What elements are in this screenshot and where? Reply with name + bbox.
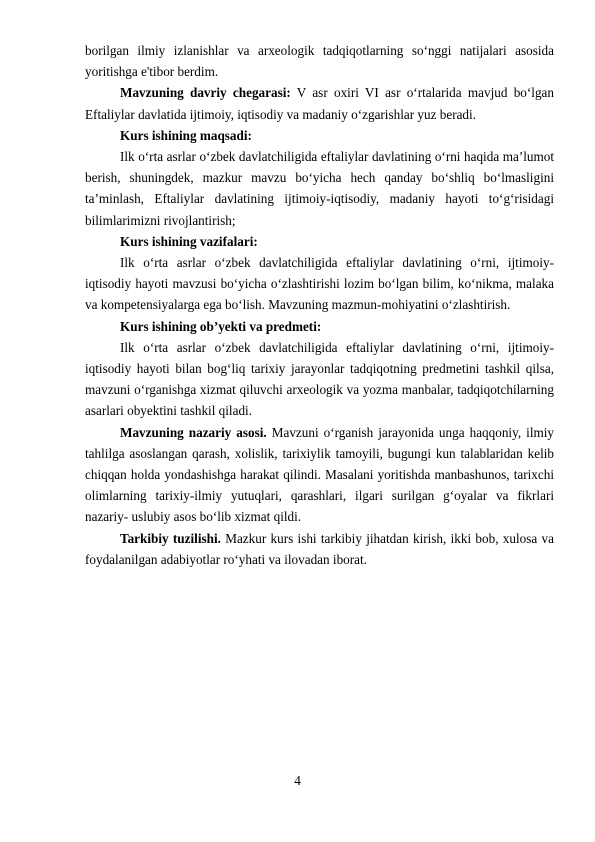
paragraph-text: borilgan ilmiy izlanishlar va arxeologik tadqiqotlarning so‘nggi natijalari asosida yoritishga e'tibor berdim. <box>85 43 554 80</box>
paragraph-text: Ilk o‘rta asrlar o‘zbek davlatchiligida eftaliylar davlatining o‘rni haqida ma’lumot berish, shuningdek, mazkur mavzu bo‘yicha hech qanday bo‘shliq bo‘lmasligini ta’minlash, Eftaliylar davlatining ijtimoiy-iqtisodiy, madaniy hayoti to‘g‘risidagi bilimlarimizni rivojlantirish; <box>85 149 554 228</box>
page-number: 4 <box>294 773 301 788</box>
paragraph-text: Mazkur kurs ishi tarkibiy jihatdan kirish, ikki bob, xulosa va foydalanilgan adabiyotlar ro‘yhati va ilovadan iborat. <box>85 530 554 567</box>
paragraph-text: Mavzuni o‘rganish jarayonida unga haqqoniy, ilmiy tahlilga asoslangan qarash, xolislik, tarixiylik tamoyili, bugungi kun talablaridan kelib chiqqan holda yondashishga harakat qilindi. Masalani yoritishda manbashunos, tarixchi olimlarning tarixiy-ilmiy yutuqlari, qarashlari, ilgari surilgan g‘oyalar va fikrlari nazariy- uslubiy asos bo‘lib xizmat qildi. <box>85 424 554 525</box>
heading-object-subject: Kurs ishining ob’yekti va predmeti: <box>120 318 322 334</box>
paragraph-lead: Mavzuning nazariy asosi. <box>120 424 267 440</box>
paragraph-text: Ilk o‘rta asrlar o‘zbek davlatchiligida eftaliylar davlatining o‘rni, ijtimoiy-iqtisodiy hayoti mavzusi bo‘yicha o‘zlashtirishi lozim bo‘lgan bilim, ko‘nikma, malaka va kompetensiyalarga ega bo‘lish. Mavzuning mazmun-mohiyatini o‘zlashtirish. <box>85 255 554 313</box>
document-body <box>85 40 554 570</box>
paragraph-chronological-scope <box>85 82 554 124</box>
paragraph-text: V asr oxiri VI asr o‘rtalarida mavjud bo‘lgan Eftaliylar davlatida ijtimoiy, iqtisodiy va madaniy o‘zgarishlar yuz beradi. <box>85 85 554 122</box>
paragraph-object-subject <box>85 337 554 422</box>
heading-tasks: Kurs ishining vazifalari: <box>120 233 258 249</box>
paragraph-text: Ilk o‘rta asrlar o‘zbek davlatchiligida eftaliylar davlatining o‘rni, ijtimoiy-iqtisodiy hayoti bilan bog‘liq tarixiy jarayonlar tadqiqotning predmetini tashkil qilsa, mavzuni o‘rganishga xizmat qiluvchi arxeologik va yozma manbalar, tadqiqotchilarning asarlari obyektini tashkil qiladi. <box>85 339 554 419</box>
paragraph-lead: Tarkibiy tuzilishi. <box>120 530 221 546</box>
paragraph-theoretical-basis <box>85 422 554 528</box>
paragraph-structure <box>85 528 554 570</box>
heading-aim: Kurs ishining maqsadi: <box>120 127 252 143</box>
paragraph-tasks <box>85 252 554 316</box>
paragraph-lead: Mavzuning davriy chegarasi: <box>120 85 291 101</box>
paragraph-intro-continuation <box>85 40 554 82</box>
paragraph-aim <box>85 146 554 231</box>
